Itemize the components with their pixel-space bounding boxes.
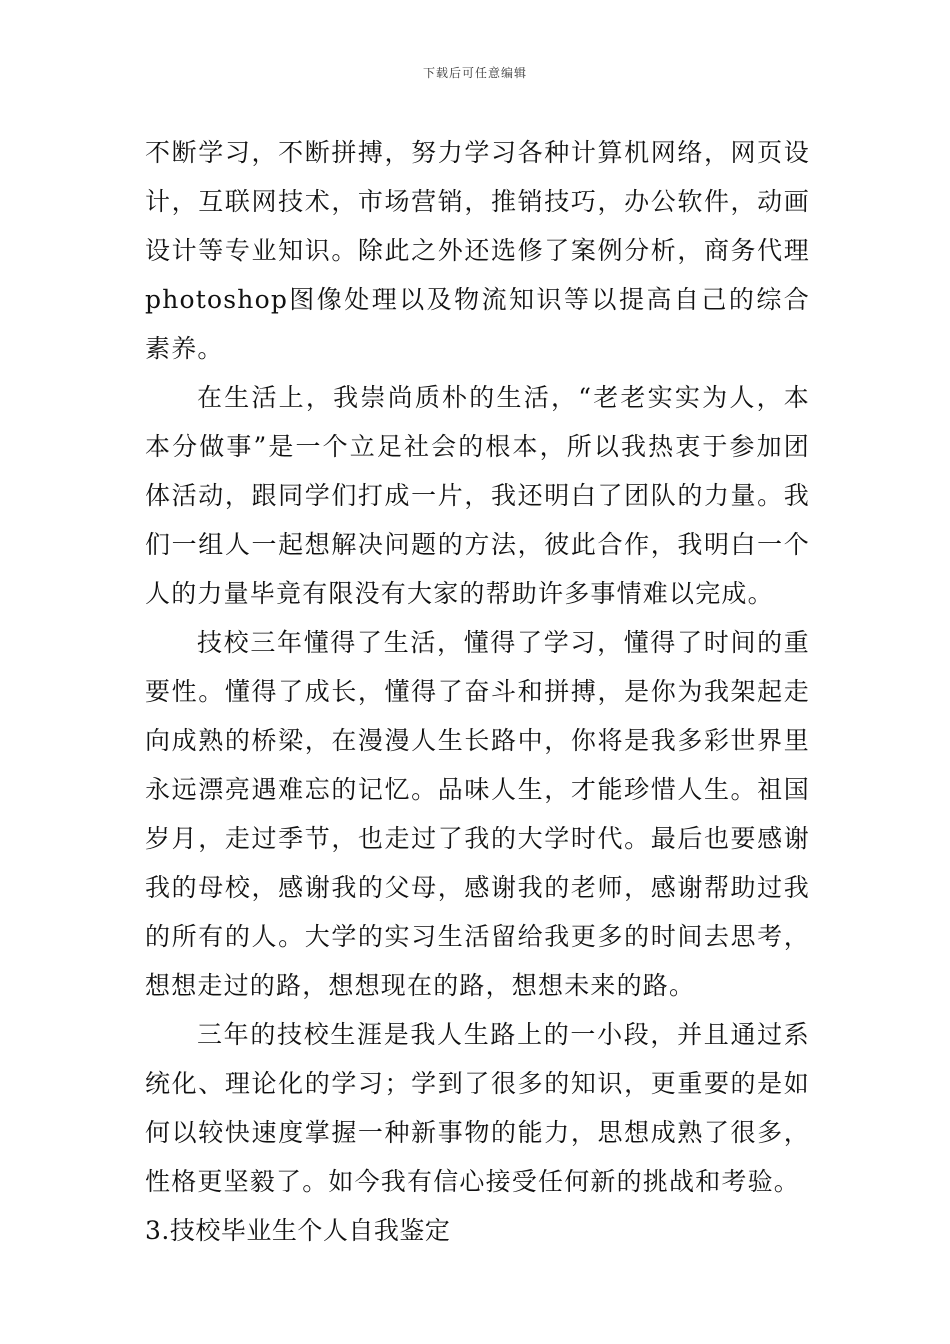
paragraph-study: 不断学习，不断拼搏，努力学习各种计算机网络，网页设计，互联网技术，市场营销，推销技巧，办公软件，动画设计等专业知识。除此之外还选修了案例分析，商务代理photoshop图像处理以及物流知识等以提高自己的综合素养。 (145, 138, 810, 363)
page-header: 下载后可任意编辑 (422, 66, 527, 80)
paragraph-career: 三年的技校生涯是我人生路上的一小段，并且通过系统化、理论化的学习；学到了很多的知识，更重要的是如何以较快速度掌握一种新事物的能力，思想成熟了很多，性格更坚毅了。如今我有信心接受任何新的挑战和考验。 (145, 1020, 810, 1196)
paragraph-three-years: 技校三年懂得了生活，懂得了学习，懂得了时间的重要性。懂得了成长，懂得了奋斗和拼搏，是你为我架起走向成熟的桥梁，在漫漫人生长路中，你将是我多彩世界里永远漂亮遇难忘的记忆。品味人生，才能珍惜人生。祖国岁月，走过季节，也走过了我的大学时代。最后也要感谢我的母校，感谢我的父母，感谢我的老师，感谢帮助过我的所有的人。大学的实习生活留给我更多的时间去思考，想想走过的路，想想现在的路，想想未来的路。 (145, 628, 810, 1000)
paragraph-life: 在生活上，我崇尚质朴的生活，“老老实实为人，本本分做事”是一个立足社会的根本，所以我热衷于参加团体活动，跟同学们打成一片，我还明白了团队的力量。我们一组人一起想解决问题的方法，彼此合作，我明白一个人的力量毕竟有限没有大家的帮助许多事情难以完成。 (145, 383, 810, 608)
section-heading: 3.技校毕业生个人自我鉴定 (145, 1216, 451, 1245)
document-body (145, 128, 810, 1255)
